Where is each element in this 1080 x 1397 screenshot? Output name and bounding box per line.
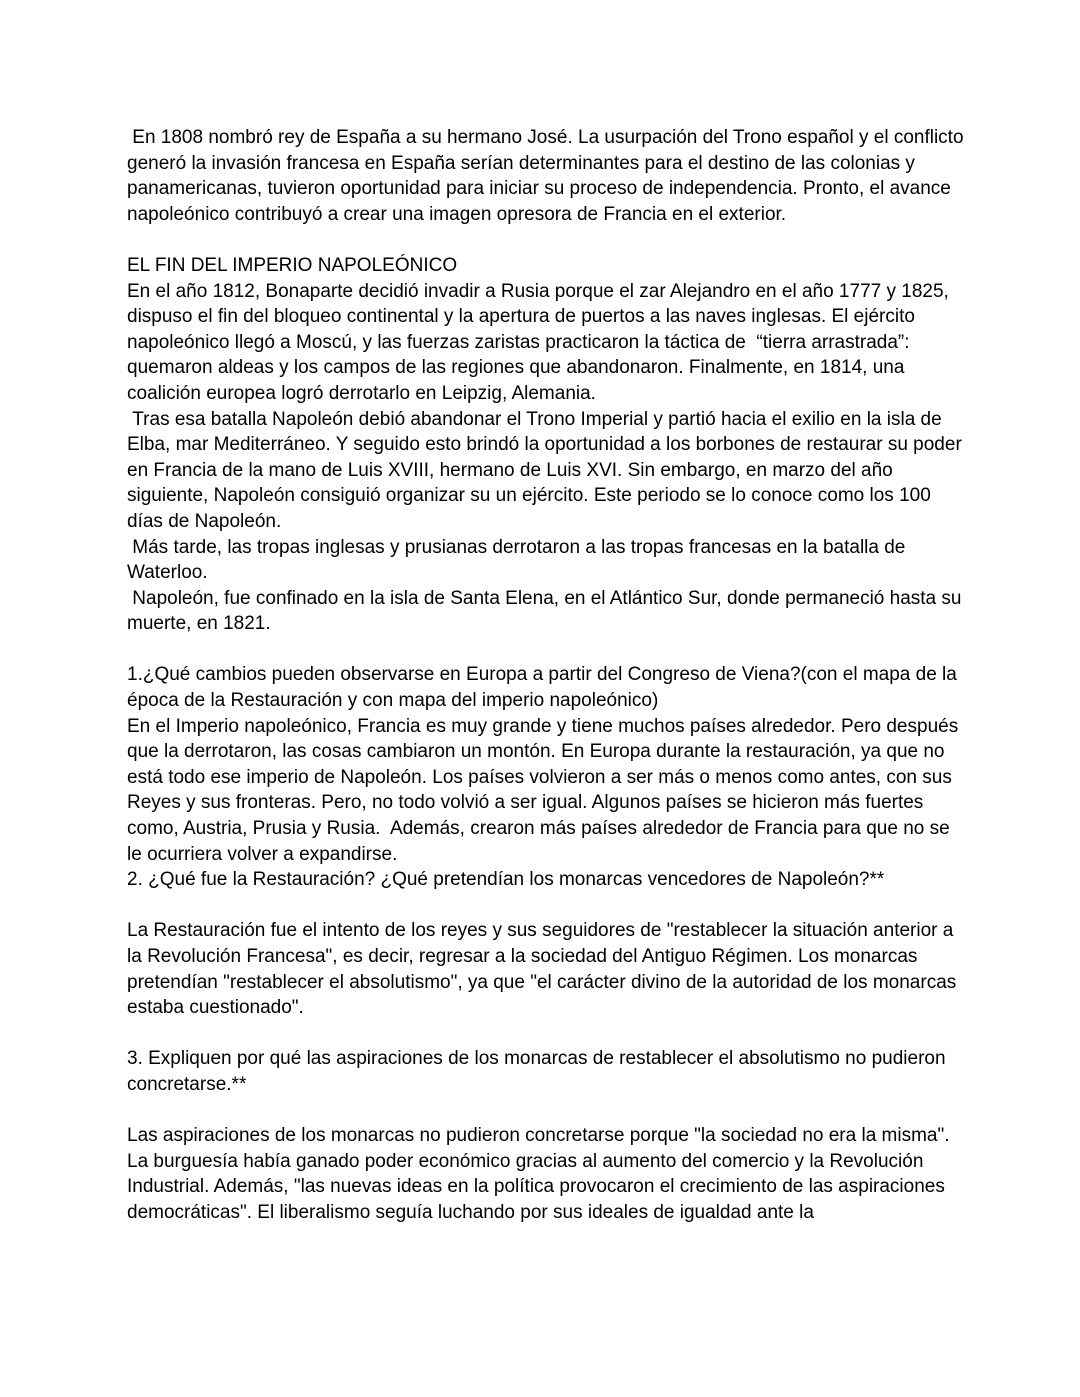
section-heading: EL FIN DEL IMPERIO NAPOLEÓNICO [127, 254, 458, 276]
question-2: 2. ¿Qué fue la Restauración? ¿Qué pretendían los monarcas vencedores de Napoleón?** [127, 869, 885, 891]
answer-1: En el Imperio napoleónico, Francia es muy grande y tiene muchos países alrededor. Pero después que la derrotaron, las cosas cambiaron un montón. En Europa durante la restauración, ya que no está todo ese imperio de Napoleón. Los países volvieron a ser más o menos como antes, con sus Reyes y sus fronteras. Pero, no todo volvió a ser igual. Algunos países se hicieron más fuertes como, Austria, Prusia y Rusia. Además, crearon más países alrededor de Francia para que no se le ocurriera volver a expandirse. [127, 715, 964, 865]
question-3: 3. Expliquen por qué las aspiraciones de los monarcas de restablecer el absolutismo no pudieron concretarse.** [127, 1048, 951, 1095]
paragraph-spain-usurpation: En 1808 nombró rey de España a su hermano José. La usurpación del Trono español y el conflicto generó la invasión francesa en España serían determinantes para el destino de las colonias y panamericanas, tuvieron oportunidad para iniciar su proceso de independencia. Pronto, el avance napoleónico contribuyó a crear una imagen opresora de Francia en el exterior. [127, 127, 969, 225]
answer-2: La Restauración fue el intento de los reyes y sus seguidores de "restablecer la situación anterior a la Revolución Francesa", es decir, regresar a la sociedad del Antiguo Régimen. Los monarcas pretendían "restablecer el absolutismo", ya que "el carácter divino de la autoridad de los monarcas estaba cuestionado". [127, 920, 962, 1019]
blank-line [127, 893, 967, 919]
blank-line [127, 1098, 967, 1124]
answer-3: Las aspiraciones de los monarcas no pudieron concretarse porque "la sociedad no era la misma". La burguesía había ganado poder económico gracias al aumento del comercio y la Revolución Industrial. Además, "las nuevas ideas en la política provocaron el crecimiento de las aspiraciones democráticas". El liberalismo seguía luchando por sus ideales de igualdad ante la [127, 1125, 955, 1223]
paragraph-waterloo: Más tarde, las tropas inglesas y prusianas derrotaron a las tropas francesas en la batalla de Waterloo. [127, 536, 911, 584]
paragraph-elba-exile: Tras esa batalla Napoleón debió abandonar el Trono Imperial y partió hacia el exilio en la isla de Elba, mar Mediterráneo. Y seguido esto brindó la oportunidad a los borbones de restaurar su poder en Francia de la mano de Luis XVIII, hermano de Luis XVI. Sin embargo, en marzo del año siguiente, Napoleón consiguió organizar su un ejército. Este periodo se lo conoce como los 100 días de Napoleón. [127, 408, 968, 532]
document-page [127, 125, 967, 1226]
question-1: 1.¿Qué cambios pueden observarse en Europa a partir del Congreso de Viena?(con el mapa de la época de la Restauración y con mapa del imperio napoleónico) [127, 664, 963, 712]
blank-line [127, 637, 967, 663]
paragraph-santa-elena: Napoleón, fue confinado en la isla de Santa Elena, en el Atlántico Sur, donde permaneció hasta su muerte, en 1821. [127, 587, 967, 635]
blank-line [127, 227, 967, 253]
blank-line [127, 1021, 967, 1047]
paragraph-russia-invasion: En el año 1812, Bonaparte decidió invadir a Rusia porque el zar Alejandro en el año 1777 y 1825, dispuso el fin del bloqueo continental y la apertura de puertos a las naves inglesas. El ejército napoleónico llegó a Moscú, y las fuerzas zaristas practicaron la táctica de “tierra arrastrada”: quemaron aldeas y los campos de las regiones que abandonaron. Finalmente, en 1814, una coalición europea logró derrotarlo en Leipzig, Alemania. [127, 280, 955, 404]
